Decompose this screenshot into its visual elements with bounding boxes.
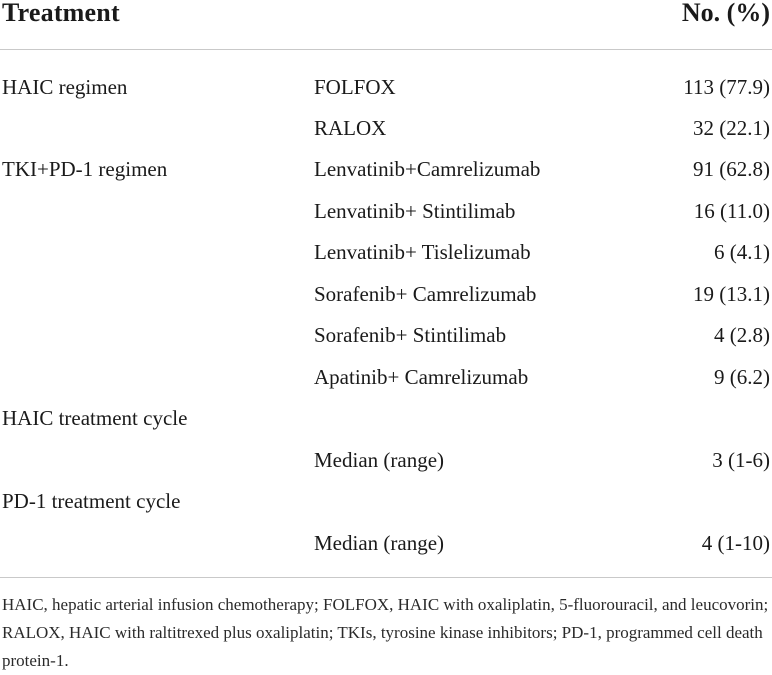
group-label-haic-treatment-cycle: HAIC treatment cycle bbox=[2, 406, 188, 430]
header-number-percent: No. (%) bbox=[681, 0, 770, 27]
table-row-value: 32 (22.1) bbox=[693, 116, 770, 140]
table-row-value: 4 (2.8) bbox=[714, 323, 770, 347]
table-row-value: 19 (13.1) bbox=[693, 282, 770, 306]
table-row-value: 4 (1-10) bbox=[701, 531, 770, 555]
table-row-value: 6 (4.1) bbox=[714, 240, 770, 264]
table-row-value: 91 (62.8) bbox=[693, 157, 770, 181]
group-label-tki-pd1-regimen: TKI+PD-1 regimen bbox=[2, 157, 168, 181]
table-row-value: 9 (6.2) bbox=[714, 365, 770, 389]
table-footnote: HAIC, hepatic arterial infusion chemotherapy; FOLFOX, HAIC with oxaliplatin, 5-fluorouracil, and leucovorin; RALOX, HAIC with raltitrexed plus oxaliplatin; TKIs, tyrosine kinase inhibitors; PD-1, programmed cell death protein-1. bbox=[2, 595, 769, 670]
table-row-item: Sorafenib+ Camrelizumab bbox=[314, 282, 537, 306]
table-row-item: Lenvatinib+ Stintilimab bbox=[314, 199, 516, 223]
table-row-item: RALOX bbox=[314, 116, 387, 140]
header-treatment: Treatment bbox=[2, 0, 120, 27]
table-row-item: Lenvatinib+Camrelizumab bbox=[314, 157, 541, 181]
table-row-value: 3 (1-6) bbox=[712, 448, 770, 472]
group-label-haic-regimen: HAIC regimen bbox=[2, 75, 128, 99]
group-label-pd1-treatment-cycle: PD-1 treatment cycle bbox=[2, 489, 181, 513]
footer-divider bbox=[0, 577, 772, 578]
table-row-item: Sorafenib+ Stintilimab bbox=[314, 323, 507, 347]
table-row-item: Median (range) bbox=[314, 448, 445, 472]
table-row-item: Lenvatinib+ Tislelizumab bbox=[314, 240, 531, 264]
header-divider bbox=[0, 49, 772, 50]
table-row-item: Apatinib+ Camrelizumab bbox=[314, 365, 529, 389]
table-row-item: FOLFOX bbox=[314, 75, 396, 99]
table-row-item: Median (range) bbox=[314, 531, 445, 555]
table-row-value: 113 (77.9) bbox=[683, 75, 770, 99]
table-header bbox=[0, 0, 772, 48]
table-row-value: 16 (11.0) bbox=[693, 199, 770, 223]
